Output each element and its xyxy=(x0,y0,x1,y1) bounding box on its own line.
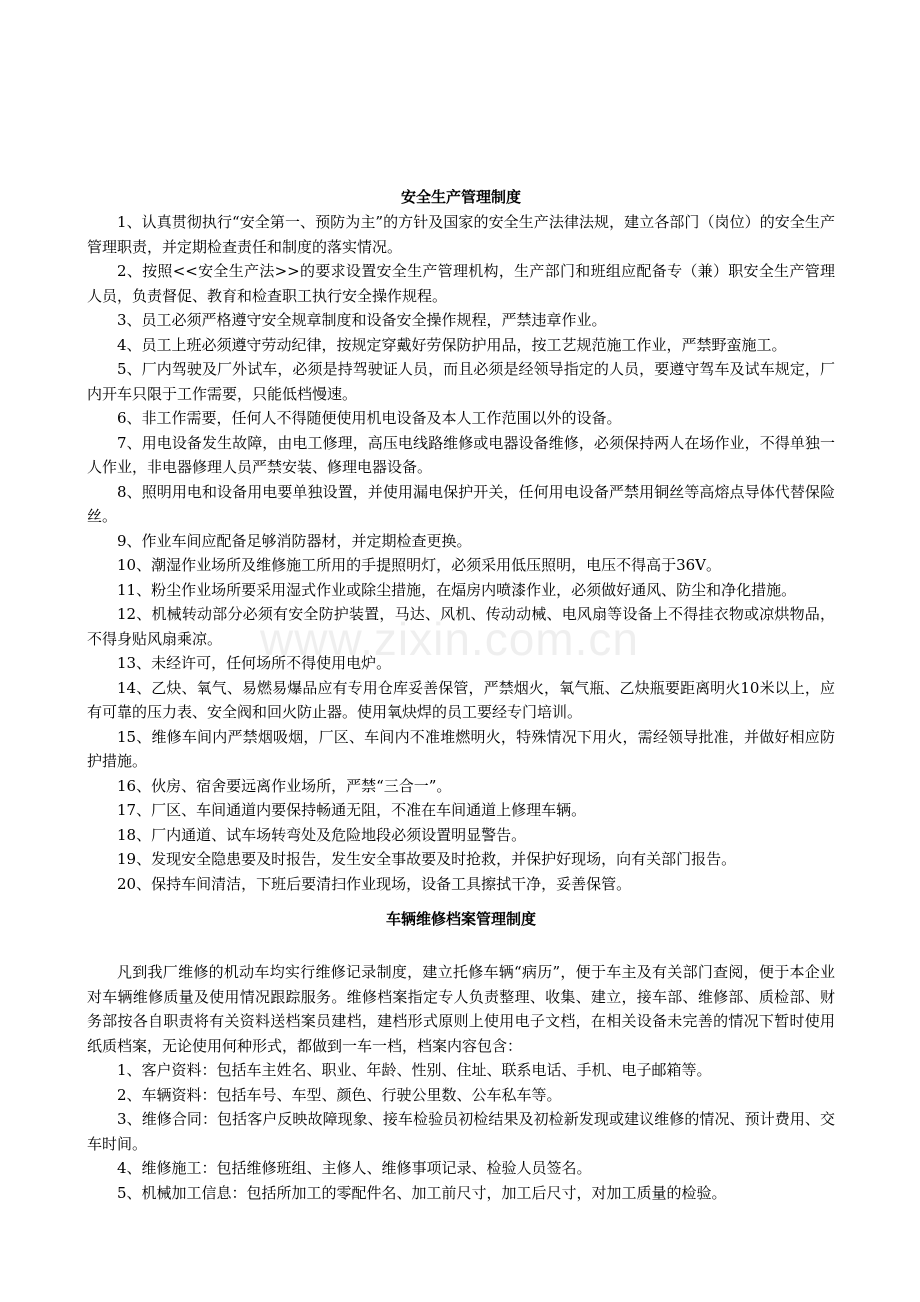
list-item: 17、厂区、车间通道内要保持畅通无阻，不准在车间通道上修理车辆。 xyxy=(117,801,587,819)
list-item: 3、维修合同：包括客户反映故障现象、接车检验员初检结果及初检新发现或建议维修的情况、预计费用、交车时间。 xyxy=(87,1110,835,1153)
watermark: www.zixin.com.cn xyxy=(260,613,639,665)
list-item: 1、客户资料：包括车主姓名、职业、年龄、性别、住址、联系电话、手机、电子邮箱等。 xyxy=(117,1061,712,1079)
list-item: 8、照明用电和设备用电要单独设置，并使用漏电保护开关，任何用电设备严禁用铜丝等高熔点导体代替保险丝。 xyxy=(87,482,835,525)
list-item: 5、厂内驾驶及厂外试车，必须是持驾驶证人员，而且必须是经领导指定的人员，要遵守驾车及试车规定，厂内开车只限于工作需要，只能低档慢速。 xyxy=(87,360,835,403)
archives-content xyxy=(87,960,835,1205)
list-item: 7、用电设备发生故障，由电工修理，高压电线路维修或电器设备维修，必须保持两人在场作业，不得单独一人作业，非电器修理人员严禁安装、修理电器设备。 xyxy=(87,433,835,476)
safety-rules-list xyxy=(87,210,835,896)
list-item: 19、发现安全隐患要及时报告，发生安全事故要及时抢救，并保护好现场，向有关部门报告。 xyxy=(117,850,737,868)
section-title-safety: 安全生产管理制度 xyxy=(400,188,521,206)
list-item: 13、未经许可，任何场所不得使用电炉。 xyxy=(117,654,392,672)
list-item: 11、粉尘作业场所要采用湿式作业或除尘措施，在煏房内喷漆作业，必须做好通风、防尘和净化措施。 xyxy=(117,580,797,599)
list-item: 4、员工上班必须遵守劳动纪律，按规定穿戴好劳保防护用品，按工艺规范施工作业，严禁野蛮施工。 xyxy=(117,335,787,354)
list-item: 1、认真贯彻执行“安全第一、预防为主”的方针及国家的安全生产法律法规，建立各部门（岗位）的安全生产管理职责，并定期检查责任和制度的落实情况。 xyxy=(87,213,835,256)
list-item: 15、维修车间内严禁烟吸烟，厂区、车间内不准堆燃明火，特殊情况下用火，需经领导批准，并做好相应防护措施。 xyxy=(87,727,835,770)
list-item: 10、潮湿作业场所及维修施工所用的手提照明灯，必须采用低压照明，电压不得高于36V。 xyxy=(117,556,722,574)
list-item: 3、员工必须严格遵守安全规章制度和设备安全操作规程，严禁违章作业。 xyxy=(117,311,607,329)
list-item: 2、车辆资料：包括车号、车型、颜色、行驶公里数、公车私车等。 xyxy=(117,1085,562,1104)
list-item: 20、保持车间清洁，下班后要清扫作业现场，设备工具擦拭干净，妥善保管。 xyxy=(117,874,632,893)
list-item: 2、按照<<安全生产法>>的要求设置安全生产管理机构，生产部门和班组应配备专（兼）职安全生产管理人员，负责督促、教育和检查职工执行安全操作规程。 xyxy=(87,262,835,305)
list-item: 4、维修施工：包括维修班组、主修人、维修事项记录、检验人员签名。 xyxy=(117,1159,592,1177)
list-item: 18、厂内通道、试车场转弯处及危险地段必须设置明显警告。 xyxy=(117,825,527,844)
list-item: 9、作业车间应配备足够消防器材，并定期检查更换。 xyxy=(117,531,472,550)
list-item: 12、机械转动部分必须有安全防护装置，马达、风机、传动动械、电风扇等设备上不得挂衣物或凉烘物品，不得身贴风扇乘凉。 xyxy=(87,605,835,648)
list-item: 5、机械加工信息：包括所加工的零配件名、加工前尺寸，加工后尺寸，对加工质量的检验。 xyxy=(117,1183,727,1202)
intro-paragraph: 凡到我厂维修的机动车均实行维修记录制度，建立托修车辆“病历”，便于车主及有关部门查阅，便于本企业对车辆维修质量及使用情况跟踪服务。维修档案指定专人负责整理、收集、建立，接车部、维修部、质检部、财务部按各自职责将有关资料送档案员建档，建档形式原则上使用电子文档，在相关设备未完善的情况下暂时使用纸质档案，无论使用何种形式，都做到一车一档，档案内容包含： xyxy=(87,963,835,1055)
list-item: 14、乙炔、氧气、易燃易爆品应有专用仓库妥善保管，严禁烟火，氧气瓶、乙炔瓶要距离明火10米以上，应有可靠的压力表、安全阀和回火防止器。使用氧炔焊的员工要经专门培训。 xyxy=(87,678,835,721)
list-item: 6、非工作需要，任何人不得随便使用机电设备及本人工作范围以外的设备。 xyxy=(117,409,622,427)
section-title-archives: 车辆维修档案管理制度 xyxy=(385,910,536,928)
list-item: 16、伙房、宿舍要远离作业场所，严禁“三合一”。 xyxy=(117,776,452,795)
